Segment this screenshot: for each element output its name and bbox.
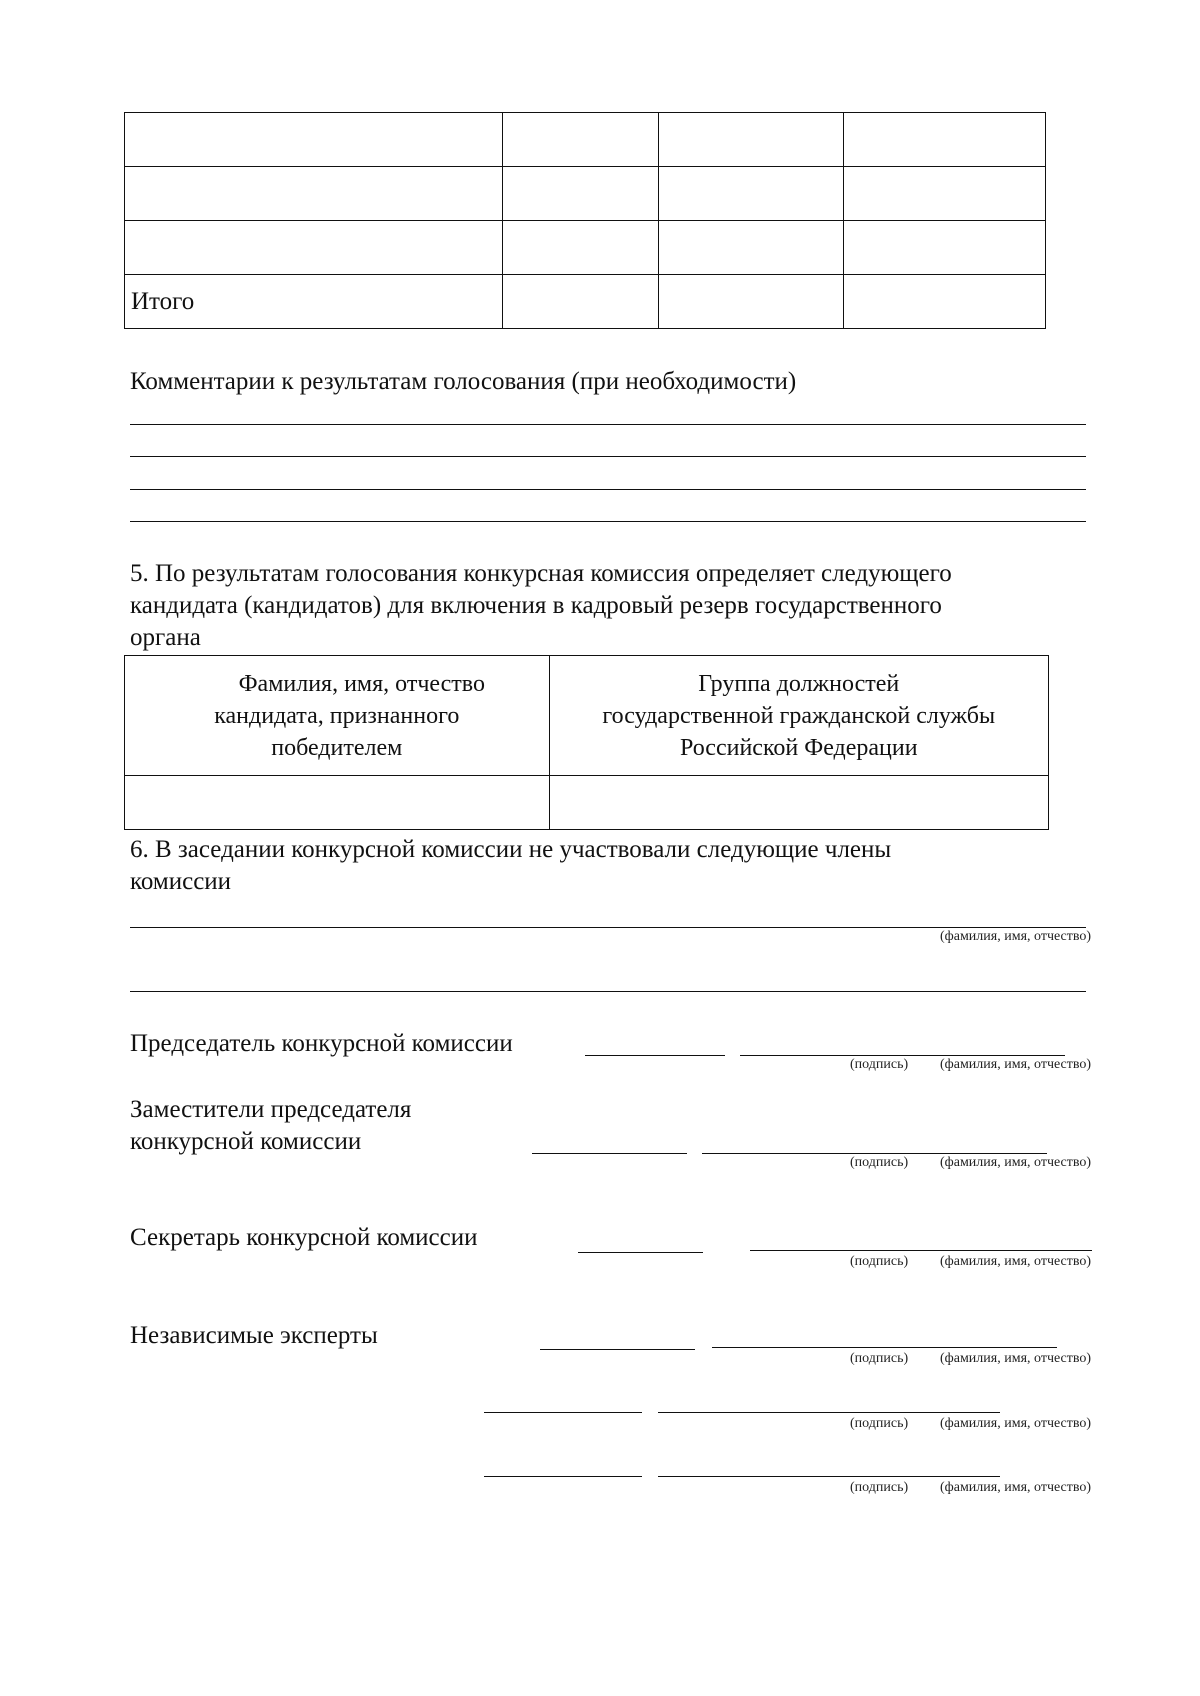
- header-line: Фамилия, имя, отчество: [238, 670, 485, 697]
- header-line: Группа должностей: [698, 670, 900, 697]
- signature-line: [585, 1055, 725, 1056]
- section5-text-line: кандидата (кандидатов) для включения в кадровый резерв государственного: [130, 592, 942, 619]
- fio-caption: (фамилия, имя, отчество): [940, 1416, 1092, 1431]
- experts-label: Независимые эксперты: [130, 1322, 378, 1349]
- fio-caption: (фамилия, имя, отчество): [940, 1155, 1092, 1170]
- table-cell: [659, 113, 844, 167]
- header-line: победителем: [271, 734, 403, 761]
- signature-line: [484, 1412, 642, 1413]
- fio-line: [658, 1476, 1000, 1477]
- table-cell: [659, 275, 844, 329]
- sign-caption: (подпись): [850, 1351, 909, 1366]
- table-cell: [502, 167, 659, 221]
- comments-label: Комментарии к результатам голосования (при необходимости): [130, 368, 797, 395]
- winners-header-row: [125, 656, 1049, 776]
- total-label: Итого: [125, 275, 503, 329]
- table-cell: [844, 275, 1046, 329]
- table-cell: [502, 221, 659, 275]
- comment-line: [130, 456, 1086, 457]
- sign-caption: (подпись): [850, 1416, 909, 1431]
- table-row: [125, 776, 1049, 830]
- table-cell: [502, 113, 659, 167]
- signature-line: [578, 1252, 703, 1253]
- table-cell: [659, 167, 844, 221]
- chairman-label: Председатель конкурсной комиссии: [130, 1030, 513, 1057]
- winner-name-header: [125, 656, 550, 776]
- comment-line: [130, 489, 1086, 490]
- winners-table: [124, 655, 1049, 830]
- sign-caption: (подпись): [850, 1480, 909, 1495]
- absent-member-line: [130, 991, 1086, 992]
- fio-line: [702, 1153, 1047, 1154]
- section6-text-line: комиссии: [130, 868, 232, 895]
- signature-line: [532, 1153, 687, 1154]
- table-cell: [125, 113, 503, 167]
- fio-line: [750, 1250, 1092, 1251]
- fio-line: [658, 1412, 1000, 1413]
- signature-line: [484, 1476, 642, 1477]
- fio-line: [712, 1347, 1057, 1348]
- voting-table: [124, 112, 1046, 329]
- table-row: [125, 113, 1046, 167]
- position-group-header: [549, 656, 1048, 776]
- comment-line: [130, 521, 1086, 522]
- table-cell: [549, 776, 1048, 830]
- comment-line: [130, 424, 1086, 425]
- fio-caption: (фамилия, имя, отчество): [940, 1254, 1092, 1269]
- table-cell: [844, 167, 1046, 221]
- table-cell: [502, 275, 659, 329]
- table-row-total: [125, 275, 1046, 329]
- sign-caption: (подпись): [850, 1254, 909, 1269]
- absent-member-line: [130, 927, 1086, 928]
- table-cell: [125, 167, 503, 221]
- fio-caption: (фамилия, имя, отчество): [940, 1351, 1092, 1366]
- section5-text-line: 5. По результатам голосования конкурсная комиссия определяет следующего: [130, 560, 952, 587]
- table-cell: [125, 221, 503, 275]
- section5-text-line: органа: [130, 624, 201, 651]
- fio-caption: (фамилия, имя, отчество): [940, 929, 1092, 944]
- section6-text-line: 6. В заседании конкурсной комиссии не участвовали следующие члены: [130, 836, 892, 863]
- fio-caption: (фамилия, имя, отчество): [940, 1057, 1092, 1072]
- deputies-label-line: Заместители председателя: [130, 1096, 412, 1123]
- sign-caption: (подпись): [850, 1057, 909, 1072]
- deputies-label-line: конкурсной комиссии: [130, 1128, 362, 1155]
- header-line: кандидата, признанного: [214, 702, 460, 729]
- signature-line: [540, 1349, 695, 1350]
- table-row: [125, 167, 1046, 221]
- table-cell: [659, 221, 844, 275]
- header-line: государственной гражданской службы: [602, 702, 996, 729]
- table-row: [125, 221, 1046, 275]
- fio-caption: (фамилия, имя, отчество): [940, 1480, 1092, 1495]
- header-line: Российской Федерации: [679, 734, 918, 761]
- secretary-label: Секретарь конкурсной комиссии: [130, 1224, 478, 1251]
- table-cell: [125, 776, 550, 830]
- sign-caption: (подпись): [850, 1155, 909, 1170]
- fio-line: [740, 1055, 1065, 1056]
- table-cell: [844, 113, 1046, 167]
- table-cell: [844, 221, 1046, 275]
